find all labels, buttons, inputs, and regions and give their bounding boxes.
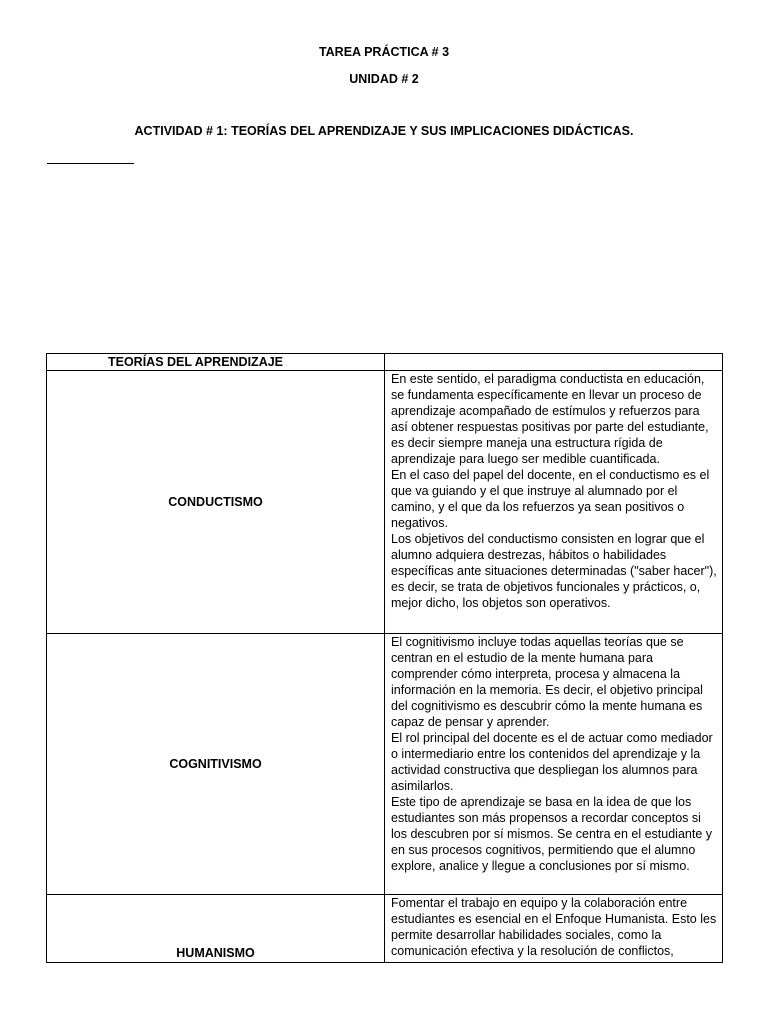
table-header-empty <box>385 354 723 371</box>
table-row <box>47 634 723 895</box>
table-header-row <box>47 354 723 371</box>
description-paragraph: El rol principal del docente es el de actuar como mediador o intermediario entre los contenidos del aprendizaje y la actividad constructiva que despliegan los alumnos para asimilarlos. <box>391 731 713 793</box>
unit-heading: UNIDAD # 2 <box>349 72 419 86</box>
table-header-theories: TEORÍAS DEL APRENDIZAJE <box>47 354 385 371</box>
activity-heading: ACTIVIDAD # 1: TEORÍAS DEL APRENDIZAJE Y SUS IMPLICACIONES DIDÁCTICAS. <box>134 124 634 138</box>
theory-name-cell: HUMANISMO <box>47 895 385 963</box>
theory-description-cell <box>385 895 723 963</box>
table-row <box>47 895 723 963</box>
theory-name-cell: CONDUCTISMO <box>47 371 385 634</box>
description-paragraph: En este sentido, el paradigma conductista en educación, se fundamenta específicamente en llevar un proceso de aprendizaje acompañado de estímulos y refuerzos para así obtener respuestas positivas por parte del estudiante, es decir siempre maneja una estructura rígida de aprendizaje para luego ser medible cuantificada. <box>391 372 709 466</box>
description-paragraph: El cognitivismo incluye todas aquellas teorías que se centran en el estudio de la mente humana para comprender cómo interpreta, procesa y almacena la información en la memoria. Es decir, el objetivo principal del cognitivismo es descubrir cómo la mente humana es capaz de pensar y aprender. <box>391 635 703 729</box>
theory-description-cell <box>385 371 723 634</box>
description-paragraph: Los objetivos del conductismo consisten en lograr que el alumno adquiera destrezas, hábitos o habilidades específicas ante situaciones determinadas ("saber hacer"), es decir, se trata de objetivos funcionales y prácticos, o, mejor dicho, los objetos son operativos. <box>391 532 717 610</box>
description-paragraph: Fomentar el trabajo en equipo y la colaboración entre estudiantes es esencial en el Enfoque Humanista. Esto les permite desarrollar habilidades sociales, como la comunicación efectiva y la resolución de conflictos, <box>391 896 717 958</box>
theory-description-cell <box>385 634 723 895</box>
theory-name-cell: COGNITIVISMO <box>47 634 385 895</box>
description-paragraph: En el caso del papel del docente, en el conductismo es el que va guiando y el que instruye al alumnado por el camino, y el que da los refuerzos ya sean positivos o negativos. <box>391 468 710 530</box>
theories-table <box>46 353 723 963</box>
document-title: TAREA PRÁCTICA # 3 <box>318 45 450 59</box>
description-paragraph: Este tipo de aprendizaje se basa en la idea de que los estudiantes son más propensos a recordar conceptos si los descubren por sí mismos. Se centra en el estudiante y en sus procesos cognitivos, permitiendo que el alumno explore, analice y llegue a conclusiones por sí mismo. <box>391 795 712 873</box>
blank-underline <box>47 163 134 164</box>
table-row <box>47 371 723 634</box>
